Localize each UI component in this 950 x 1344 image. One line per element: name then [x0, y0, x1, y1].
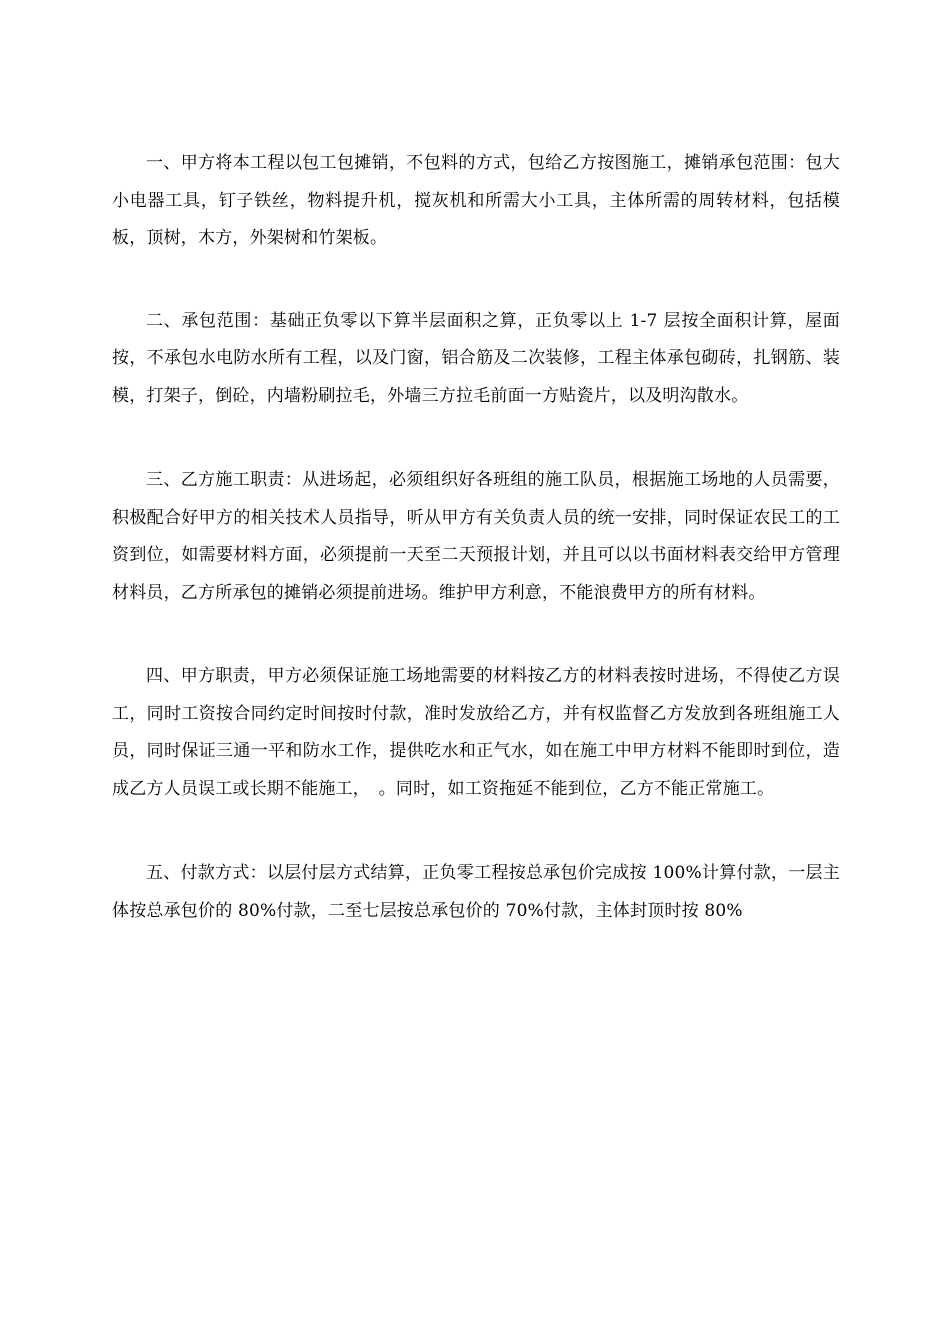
paragraph-5: 五、付款方式：以层付层方式结算，正负零工程按总承包价完成按 100%计算付款，一层主体按总承包价的 80%付款，二至七层按总承包价的 70%付款，主体封顶时按 80%	[112, 863, 840, 921]
paragraph-4: 四、甲方职责，甲方必须保证施工场地需要的材料按乙方的材料表按时进场，不得使乙方误工，同时工资按合同约定时间按时付款，准时发放给乙方，并有权监督乙方发放到各班组施工人员，同时保证三通一平和防水工作，提供吃水和正气水，如在施工中甲方材料不能即时到位，造成乙方人员误工或长期不能施工， 。同时，如工资拖延不能到位，乙方不能正常施工。	[112, 666, 840, 799]
paragraph-1: 一、甲方将本工程以包工包摊销，不包料的方式，包给乙方按图施工，摊销承包范围：包大小电器工具，钉子铁丝，物料提升机，搅灰机和所需大小工具，主体所需的周转材料，包括模板，顶树，木方，外架树和竹架板。	[112, 153, 840, 248]
paragraph-2: 二、承包范围：基础正负零以下算半层面积之算，正负零以上 1-7 层按全面积计算，屋面按，不承包水电防水所有工程，以及门窗，铝合筋及二次装修，工程主体承包砌砖，扎钢筋、装模，打架子，倒砼，内墙粉刷拉毛，外墙三方拉毛前面一方贴瓷片，以及明沟散水。	[112, 310, 840, 406]
paragraph-3: 三、乙方施工职责：从进场起，必须组织好各班组的施工队员，根据施工场地的人员需要，积极配合好甲方的相关技术人员指导，听从甲方有关负责人员的统一安排，同时保证农民工的工资到位，如需要材料方面，必须提前一天至二天预报计划，并且可以以书面材料表交给甲方管理材料员，乙方所承包的摊销必须提前进场。维护甲方利意，不能浪费甲方的所有材料。	[112, 470, 840, 603]
